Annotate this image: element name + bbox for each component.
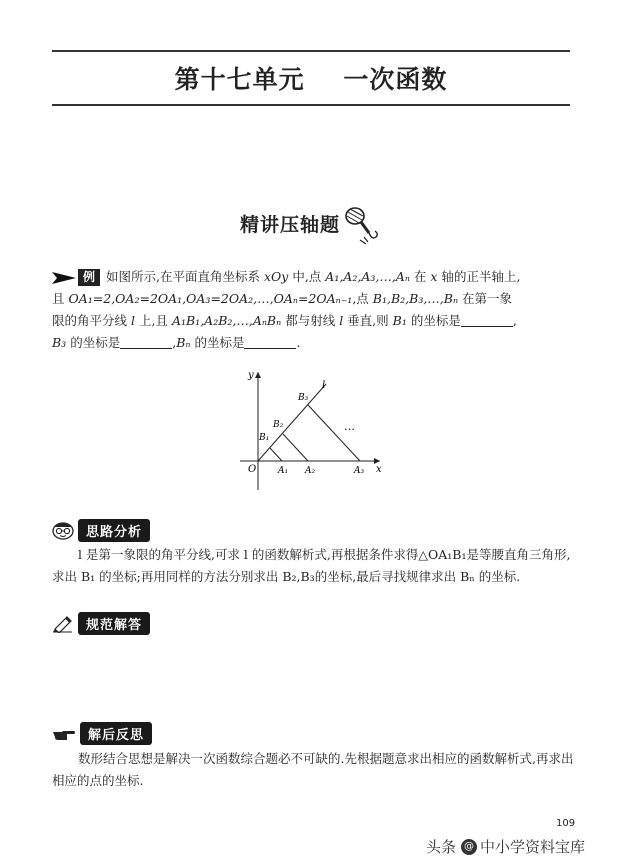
watermark-logo-icon: @ bbox=[461, 839, 477, 855]
example-badge: 例 bbox=[78, 269, 100, 286]
example-var: l bbox=[339, 313, 344, 328]
example-punct: , bbox=[172, 335, 177, 350]
example-text: 在第一象 bbox=[462, 291, 513, 306]
arrow-marker-icon bbox=[52, 271, 76, 285]
watermark-text: 中小学资料宝库 bbox=[480, 838, 586, 856]
answer-blank bbox=[244, 336, 296, 349]
example-var: Bₙ bbox=[176, 335, 191, 350]
watermark-prefix: 头条 bbox=[426, 838, 457, 856]
example-segments: A₁B₁,A₂B₂,…,AₙBₙ bbox=[171, 313, 282, 328]
watermark bbox=[426, 836, 585, 857]
coordinate-figure bbox=[228, 366, 398, 496]
face-glasses-icon bbox=[52, 522, 74, 540]
example-problem bbox=[52, 266, 582, 354]
dots-label: … bbox=[344, 420, 355, 433]
example-points-b: B₁,B₂,B₃,…,Bₙ bbox=[372, 291, 459, 306]
answer-heading-label: 规范解答 bbox=[78, 612, 150, 635]
analysis-heading bbox=[52, 519, 150, 542]
point-b3: B₃ bbox=[298, 393, 309, 403]
microphone-icon bbox=[342, 204, 382, 246]
unit-title: 第十七单元 一次函数 bbox=[174, 65, 448, 94]
answer-heading bbox=[52, 612, 150, 635]
origin-label: O bbox=[248, 464, 257, 475]
point-a2: A₂ bbox=[305, 466, 316, 476]
example-text: 轴的正半轴上, bbox=[441, 269, 521, 284]
example-text: 垂直,则 bbox=[347, 313, 389, 328]
example-text: 的坐标是 bbox=[194, 335, 245, 350]
example-text: 的坐标是 bbox=[410, 313, 461, 328]
point-a1: A₁ bbox=[278, 466, 289, 476]
header-rule-top bbox=[52, 50, 570, 52]
example-var: xOy bbox=[263, 269, 289, 284]
reflection-heading bbox=[52, 722, 152, 745]
y-axis-arrow bbox=[255, 372, 261, 378]
example-text: 限的角平分线 bbox=[52, 313, 128, 328]
example-text: 上,且 bbox=[138, 313, 168, 328]
header-rule-bottom bbox=[52, 104, 570, 106]
example-var: B₁ bbox=[392, 313, 407, 328]
analysis-heading-label: 思路分析 bbox=[78, 519, 150, 542]
pointing-hand-icon bbox=[52, 726, 76, 742]
point-a3: A₃ bbox=[354, 466, 365, 476]
segment-a3b3 bbox=[308, 405, 360, 461]
x-axis-label: x bbox=[376, 464, 382, 475]
page-number: 109 bbox=[556, 818, 576, 829]
example-text: 且 bbox=[52, 291, 65, 306]
example-text: 的坐标是 bbox=[70, 335, 121, 350]
line-label-l: l bbox=[322, 380, 326, 391]
example-punct: . bbox=[296, 335, 301, 350]
bisector-line-l bbox=[258, 384, 326, 461]
example-punct: , bbox=[512, 313, 517, 328]
example-text: 都与射线 bbox=[285, 313, 336, 328]
example-equalities: OA₁=2,OA₂=2OA₁,OA₃=2OA₂,…,OAₙ=2OAₙ₋₁ bbox=[68, 291, 353, 306]
example-text: ,点 bbox=[352, 291, 369, 306]
example-var: x bbox=[430, 269, 438, 284]
answer-blank bbox=[461, 314, 513, 327]
example-var: B₃ bbox=[52, 335, 67, 350]
section-title: 精讲压轴题 bbox=[240, 214, 341, 236]
segment-a2b2 bbox=[283, 434, 308, 461]
reflection-text: 数形结合思想是解决一次函数综合题必不可缺的.先根据题意求出相应的函数解析式,再求出相应的点的坐标. bbox=[52, 751, 574, 788]
analysis-text: l 是第一象限的角平分线,可求 l 的函数解析式,再根据条件求得△OA₁B₁是等腰直角三角形,求出 B₁ 的坐标;再用同样的方法分别求出 B₂,B₃的坐标,最后寻找规律求出 Bₙ 的坐标. bbox=[52, 547, 571, 584]
answer-blank bbox=[120, 336, 172, 349]
y-axis-label: y bbox=[248, 370, 254, 381]
segment-a1b1 bbox=[270, 448, 282, 461]
pencil-icon bbox=[52, 615, 74, 633]
example-points-a: A₁,A₂,A₃,…,Aₙ bbox=[325, 269, 410, 284]
example-var: l bbox=[131, 313, 135, 328]
example-text: 中,点 bbox=[292, 269, 322, 284]
example-text: 在 bbox=[413, 269, 427, 284]
point-b2: B₂ bbox=[273, 420, 284, 430]
example-text: 如图所示,在平面直角坐标系 bbox=[106, 269, 260, 284]
point-b1: B₁ bbox=[259, 433, 270, 443]
reflection-heading-label: 解后反思 bbox=[80, 722, 152, 745]
